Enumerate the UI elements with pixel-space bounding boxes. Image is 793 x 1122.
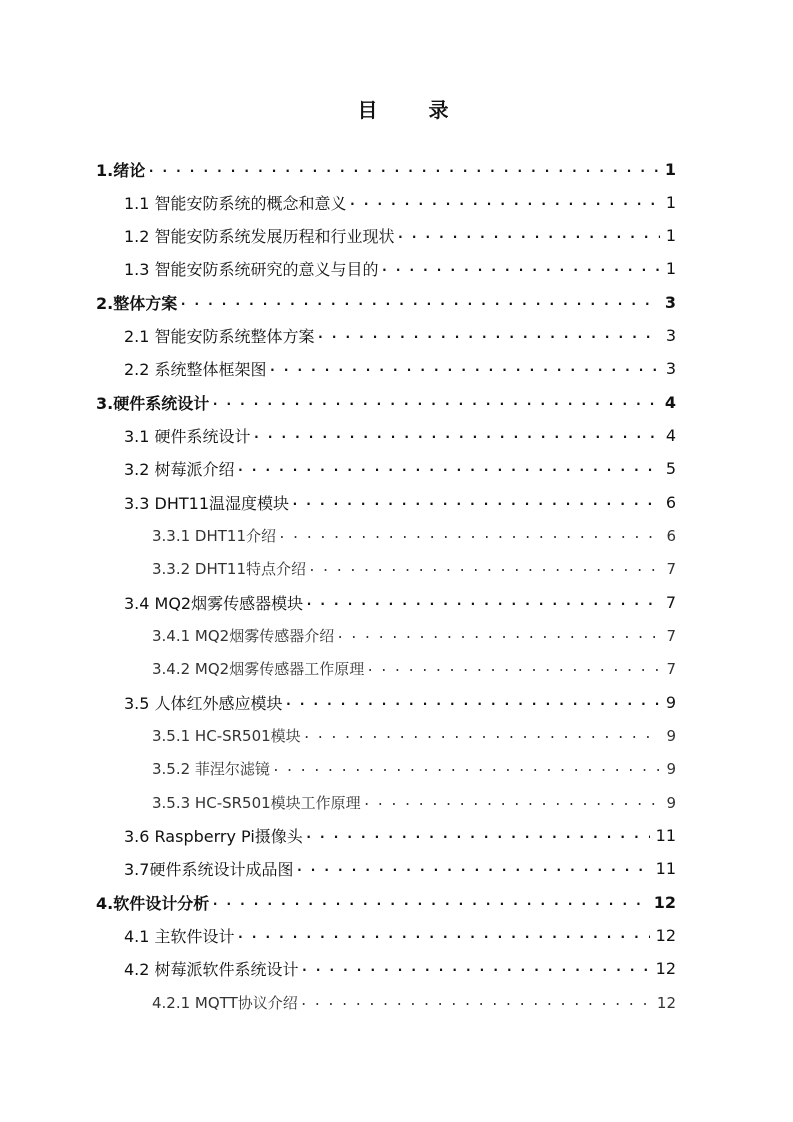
dot-leader — [301, 952, 650, 985]
dot-leader — [349, 186, 660, 219]
toc-entry[interactable] — [124, 486, 676, 519]
toc-entry-label: 2.整体方案 — [96, 294, 178, 313]
toc-entry-page: 7 — [666, 659, 676, 678]
toc-entry-page: 5 — [665, 459, 676, 478]
dot-leader — [317, 319, 660, 352]
dot-leader — [237, 919, 650, 952]
toc-entry-label: 3.5 人体红外感应模块 — [124, 694, 283, 713]
toc-entry-page: 12 — [653, 893, 676, 912]
toc-entry[interactable] — [96, 386, 676, 419]
toc-entry[interactable] — [124, 319, 676, 352]
toc-entry[interactable] — [124, 352, 676, 385]
toc-entry[interactable] — [152, 752, 676, 785]
toc-entry[interactable] — [124, 852, 676, 885]
toc-entry-page: 1 — [665, 259, 676, 278]
toc-entry[interactable] — [152, 986, 676, 1019]
dot-leader — [366, 652, 660, 685]
dot-leader — [179, 286, 659, 319]
toc-entry[interactable] — [124, 452, 676, 485]
toc-entry-label: 3.5.3 HC-SR501模块工作原理 — [152, 794, 361, 812]
toc-entry-label: 1.绪论 — [96, 161, 146, 180]
toc-entry[interactable] — [124, 686, 676, 719]
toc-entry-label: 3.3.2 DHT11特点介绍 — [152, 560, 307, 578]
toc-entry-label: 4.2.1 MQTT协议介绍 — [152, 994, 298, 1012]
toc-entry[interactable] — [152, 552, 676, 585]
toc-entry-label: 4.1 主软件设计 — [124, 927, 235, 946]
toc-entry-page: 12 — [655, 926, 676, 945]
toc-entry-page: 7 — [666, 559, 676, 578]
toc-entry-label: 3.5.1 HC-SR501模块 — [152, 727, 301, 745]
toc-entry[interactable] — [124, 919, 676, 952]
toc-entry-page: 1 — [665, 193, 676, 212]
toc-entry[interactable] — [152, 719, 676, 752]
toc-entry[interactable] — [124, 219, 676, 252]
toc-entry-page: 9 — [665, 693, 676, 712]
toc-entry-label: 2.1 智能安防系统整体方案 — [124, 327, 315, 346]
toc-entry-label: 2.2 系统整体框架图 — [124, 360, 267, 379]
toc-entry-label: 4.软件设计分析 — [96, 894, 210, 913]
toc-entry[interactable] — [96, 286, 676, 319]
toc-entry[interactable] — [124, 819, 676, 852]
toc-entry-page: 4 — [665, 426, 676, 445]
toc-entry-page: 12 — [655, 959, 676, 978]
toc-entry[interactable] — [124, 419, 676, 452]
dot-leader — [381, 252, 660, 285]
dot-leader — [305, 819, 650, 852]
toc-entry-label: 3.1 硬件系统设计 — [124, 427, 251, 446]
toc-entry-page: 12 — [656, 993, 676, 1012]
dot-leader — [269, 352, 660, 385]
toc-entry-label: 3.5.2 菲涅尔滤镜 — [152, 760, 270, 778]
dot-leader — [336, 619, 660, 652]
toc-entry-page: 3 — [665, 326, 676, 345]
toc-entry-label: 3.7硬件系统设计成品图 — [124, 860, 294, 879]
toc-entry-page: 11 — [655, 826, 676, 845]
toc-entry-label: 3.6 Raspberry Pi摄像头 — [124, 827, 303, 846]
toc-entry[interactable] — [96, 886, 676, 919]
dot-leader — [303, 719, 661, 752]
dot-leader — [295, 852, 649, 885]
toc-entry[interactable] — [152, 652, 676, 685]
dot-leader — [300, 986, 651, 1019]
toc-entry-page: 3 — [664, 293, 676, 312]
dot-leader — [211, 386, 659, 419]
dot-leader — [237, 452, 660, 485]
toc-entry[interactable] — [124, 952, 676, 985]
toc-entry-label: 4.2 树莓派软件系统设计 — [124, 960, 299, 979]
toc-entry-label: 3.3.1 DHT11介绍 — [152, 527, 277, 545]
toc-entry-page: 3 — [665, 359, 676, 378]
toc-entry-page: 9 — [666, 793, 676, 812]
toc-entry[interactable] — [152, 519, 676, 552]
dot-leader — [272, 752, 661, 785]
dot-leader — [308, 552, 660, 585]
toc-entry-page: 1 — [665, 226, 676, 245]
toc-entry[interactable] — [124, 586, 676, 619]
dot-leader — [278, 519, 660, 552]
toc-entry-page: 4 — [664, 393, 676, 412]
toc-entry-label: 1.3 智能安防系统研究的意义与目的 — [124, 260, 379, 279]
dot-leader — [211, 886, 648, 919]
toc-entry[interactable] — [152, 619, 676, 652]
toc-entry-label: 1.1 智能安防系统的概念和意义 — [124, 194, 347, 213]
toc-entry-page: 11 — [655, 859, 676, 878]
toc-entry-label: 3.4.1 MQ2烟雾传感器介绍 — [152, 627, 335, 645]
dot-leader — [147, 153, 659, 186]
dot-leader — [291, 486, 660, 519]
toc-entry-label: 3.4 MQ2烟雾传感器模块 — [124, 594, 304, 613]
toc-entry[interactable] — [152, 786, 676, 819]
dot-leader — [363, 786, 661, 819]
toc-entry-label: 1.2 智能安防系统发展历程和行业现状 — [124, 227, 395, 246]
toc-entry[interactable] — [124, 186, 676, 219]
toc-entry-label: 3.硬件系统设计 — [96, 394, 210, 413]
toc-entry-page: 9 — [666, 726, 676, 745]
toc-entry-page: 9 — [666, 759, 676, 778]
toc-entry-page: 6 — [666, 526, 676, 545]
toc-entry[interactable] — [124, 252, 676, 285]
dot-leader — [305, 586, 660, 619]
dot-leader — [253, 419, 660, 452]
toc-entry-page: 7 — [666, 626, 676, 645]
toc-entry-label: 3.2 树莓派介绍 — [124, 460, 235, 479]
toc-title: 目 录 — [357, 98, 471, 122]
toc-entry-label: 3.4.2 MQ2烟雾传感器工作原理 — [152, 660, 365, 678]
toc-entry[interactable] — [96, 153, 676, 186]
toc-entry-label: 3.3 DHT11温湿度模块 — [124, 494, 290, 513]
toc-entry-page: 7 — [665, 593, 676, 612]
dot-leader — [285, 686, 660, 719]
toc-entry-page: 1 — [664, 160, 676, 179]
toc-entry-page: 6 — [665, 493, 676, 512]
dot-leader — [397, 219, 660, 252]
